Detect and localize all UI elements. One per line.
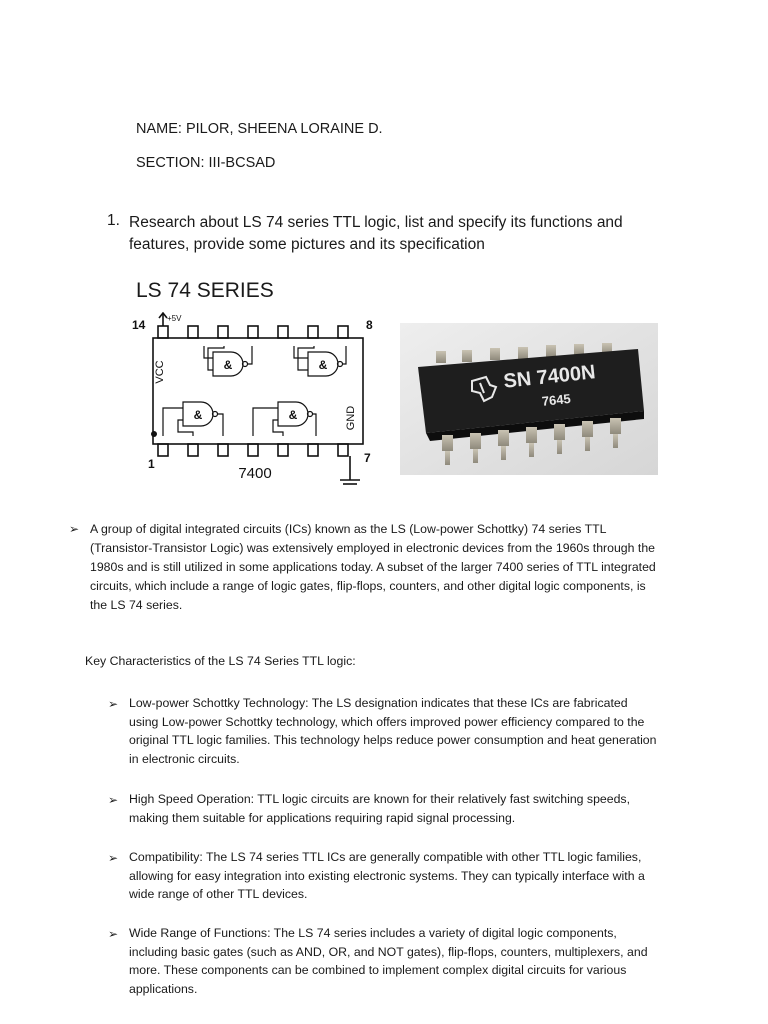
gnd-label: GND bbox=[345, 405, 357, 431]
student-section: SECTION: III-BCSAD bbox=[136, 155, 276, 171]
gate-4-symbol: & bbox=[288, 408, 298, 422]
gate-3-symbol: & bbox=[193, 408, 203, 422]
question-text: Research about LS 74 series TTL logic, list and specify its functions and features, provide some pictures and its specification bbox=[129, 214, 623, 253]
intro-paragraph: A group of digital integrated circuits (ICs) known as the LS (Low-power Schottky) 74 series TTL (Transistor-Transistor Logic) was extensively employed in electronic devices from the 1960s through the 1980s and is still utilized in some applications today. A subset of the larger 7400 series of TTL integrated circuits, which include a range of logic gates, flip-flops, counters, and other digital logic components, is the LS 74 series. bbox=[90, 522, 656, 612]
vcc-label: VCC bbox=[154, 360, 166, 384]
gate-1-symbol: & bbox=[223, 358, 233, 372]
bullet-arrow-icon: ➢ bbox=[108, 851, 119, 865]
chip-date-code: 7645 bbox=[541, 390, 572, 409]
pin-8-label: 8 bbox=[366, 318, 373, 332]
bullet-arrow-icon: ➢ bbox=[69, 522, 80, 536]
pin-14-label: 14 bbox=[132, 318, 146, 332]
series-title: LS 74 SERIES bbox=[136, 279, 274, 302]
bullet-arrow-icon: ➢ bbox=[108, 793, 119, 807]
chip-marking: SN 7400N bbox=[502, 361, 597, 393]
pin1-marker-dot bbox=[151, 431, 157, 437]
list-item: Wide Range of Functions: The LS 74 series includes a variety of digital logic components, including basic gates (such as AND, OR, and NOT gates), flip-flops, counters, multiplexers, and more. These components can be combined to implement complex digital circuits for various applications. bbox=[129, 926, 648, 996]
ttl-7400-pinout-diagram bbox=[128, 312, 378, 492]
chip-number-label: 7400 bbox=[238, 465, 272, 482]
list-item: High Speed Operation: TTL logic circuits are known for their relatively fast switching speeds, making them suitable for applications requiring rapid signal processing. bbox=[129, 792, 630, 825]
gate-2-symbol: & bbox=[318, 358, 328, 372]
pin-7-label: 7 bbox=[364, 451, 371, 465]
list-item: Low-power Schottky Technology: The LS designation indicates that these ICs are fabricated using Low-power Schottky technology, which offers improved power efficiency compared to the original TTL logic families. This technology helps reduce power consumption and heat generation in electronic circuits. bbox=[129, 696, 657, 766]
vcc-voltage-label: +5V bbox=[167, 314, 182, 323]
bullet-arrow-icon: ➢ bbox=[108, 927, 119, 941]
pin-1-label: 1 bbox=[148, 457, 155, 471]
list-item: Compatibility: The LS 74 series TTL ICs are generally compatible with other TTL logic families, allowing for easy integration into existing electronic systems. They can typically interface with a wide range of other TTL devices. bbox=[129, 850, 645, 901]
bullet-arrow-icon: ➢ bbox=[108, 697, 119, 711]
student-name: NAME: PILOR, SHEENA LORAINE D. bbox=[136, 121, 383, 137]
key-characteristics-heading: Key Characteristics of the LS 74 Series TTL logic: bbox=[85, 654, 356, 668]
question-number: 1. bbox=[107, 212, 120, 229]
sn7400n-chip-photo bbox=[400, 323, 658, 475]
